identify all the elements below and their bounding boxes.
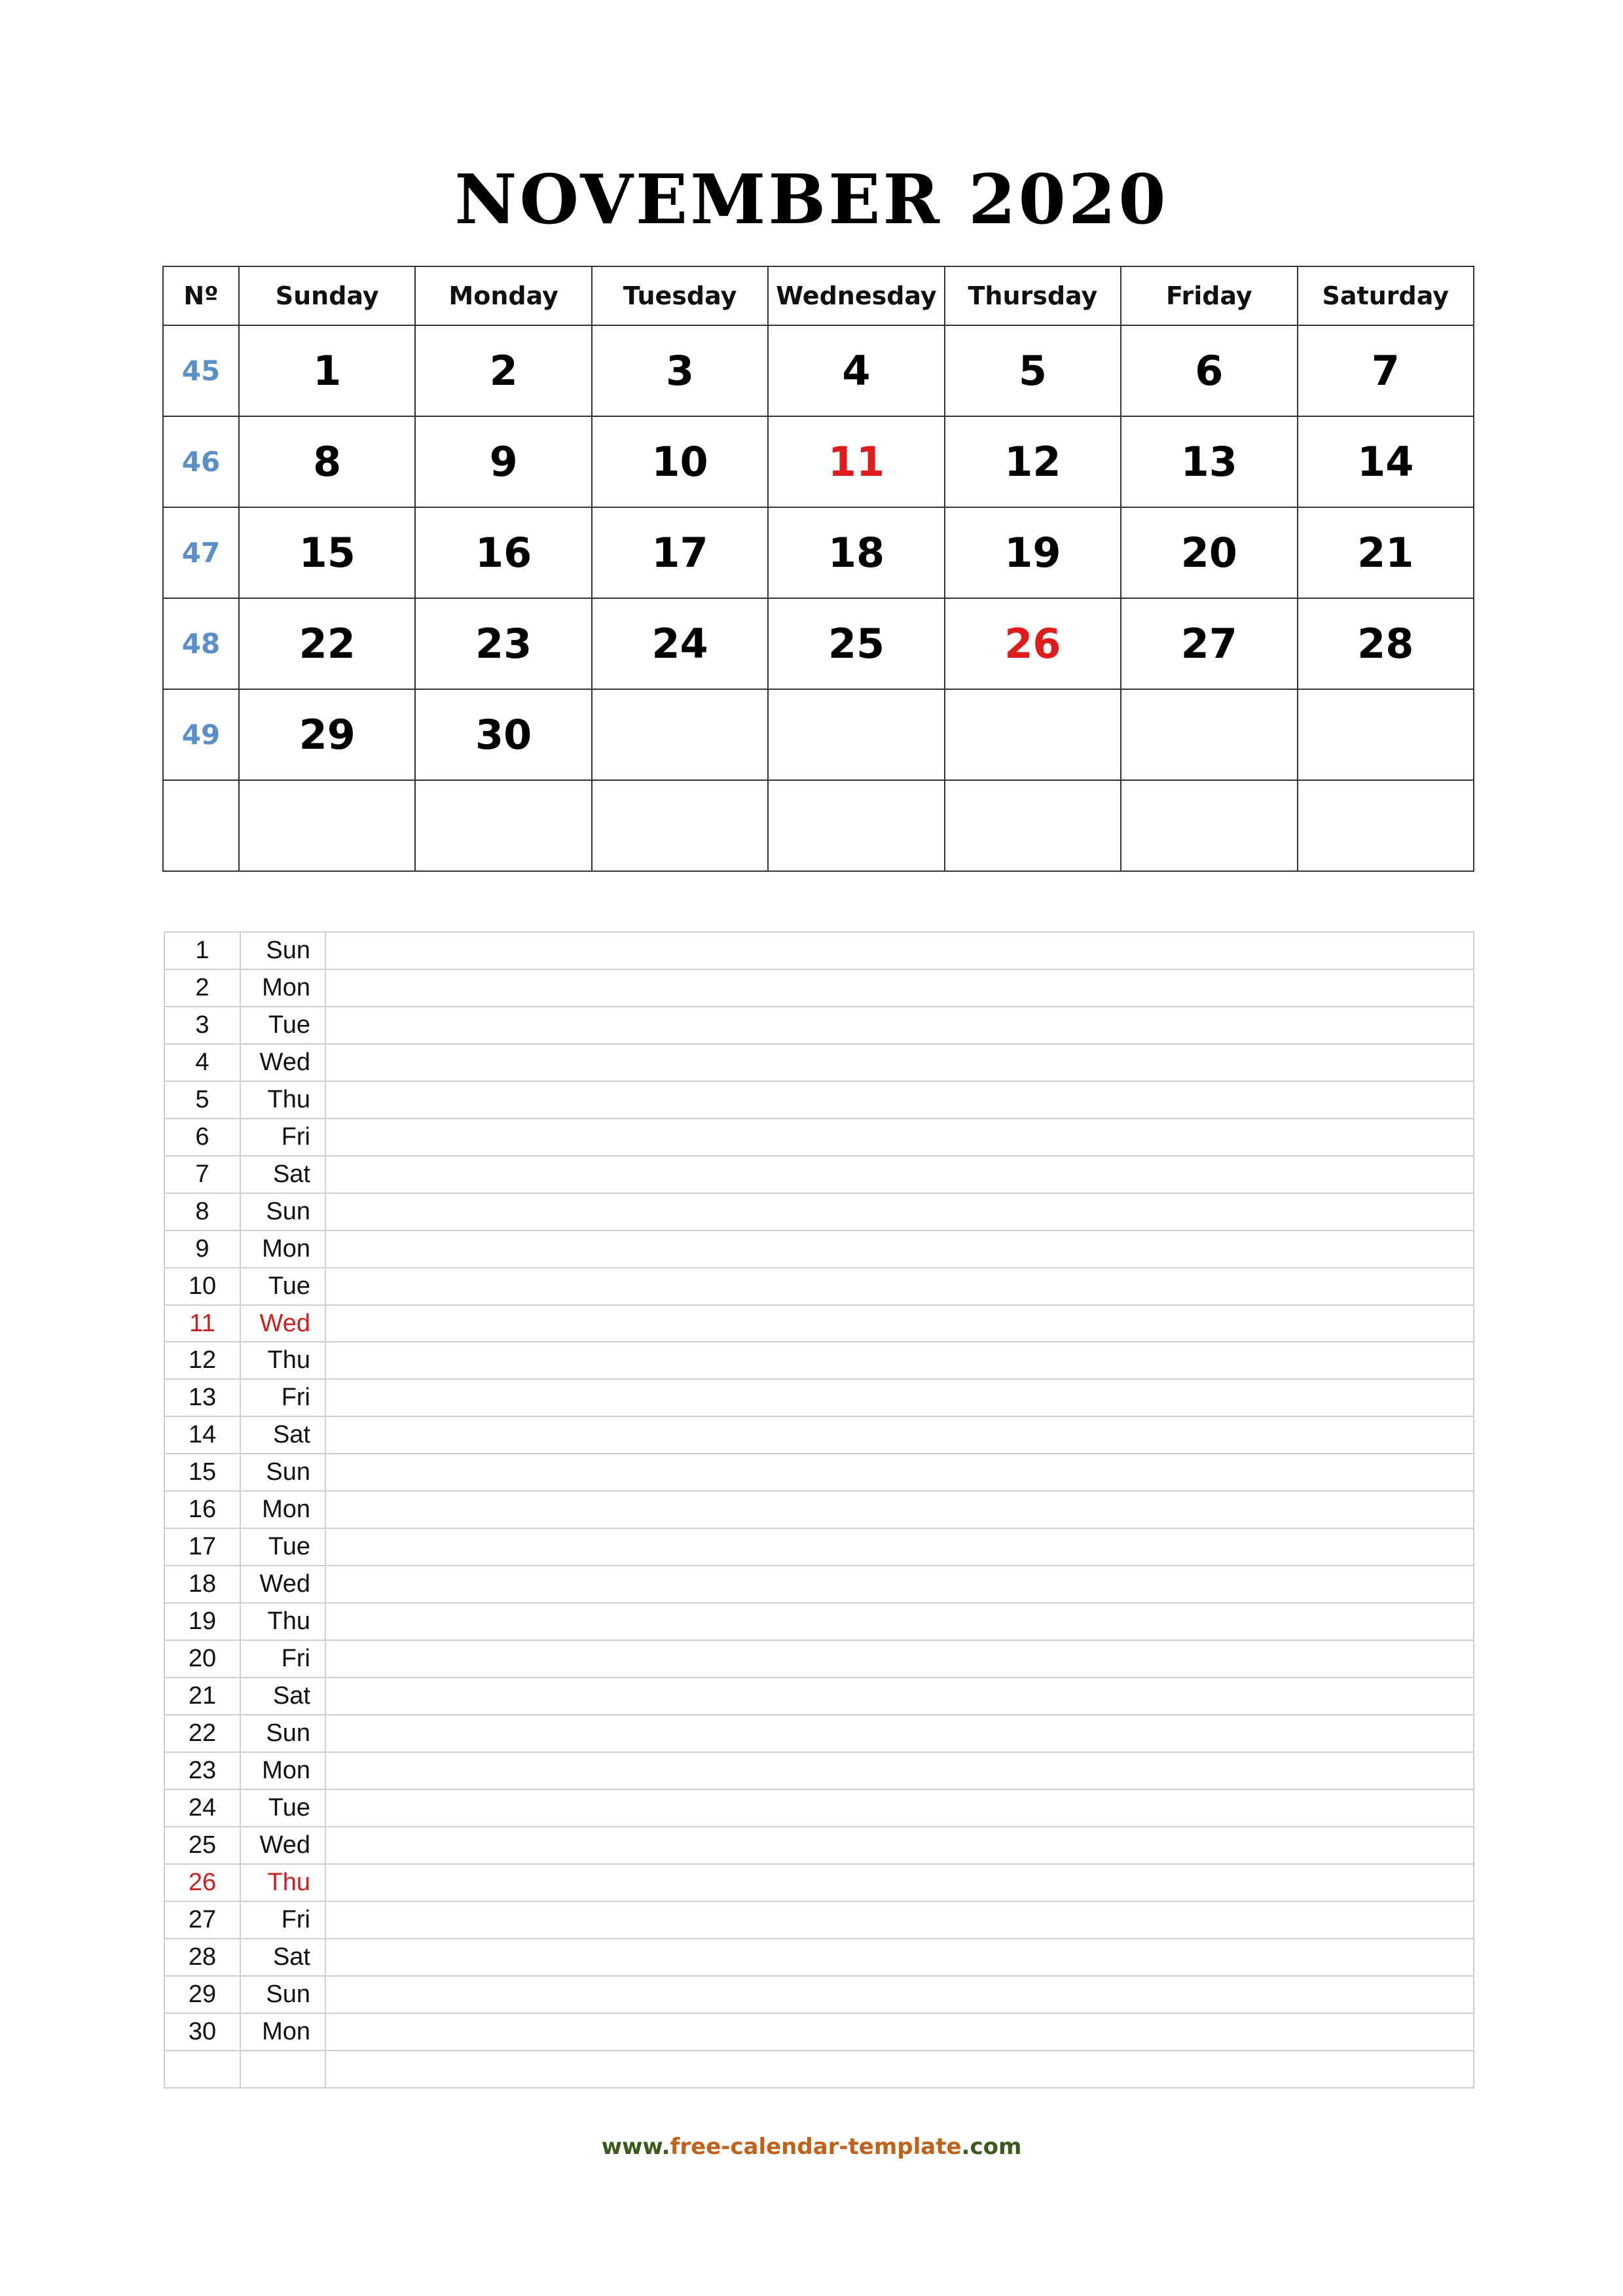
daily-note-day-name: Mon <box>240 1230 325 1268</box>
calendar-day-cell: 7 <box>1298 325 1474 416</box>
calendar-day-cell <box>1121 780 1297 871</box>
weekday-header-friday: Friday <box>1121 266 1297 325</box>
daily-note-space <box>325 1939 1474 1976</box>
daily-note-space <box>325 969 1474 1007</box>
daily-note-space <box>325 1864 1474 1901</box>
calendar-day-cell <box>1298 780 1474 871</box>
daily-note-day-number: 23 <box>164 1752 240 1789</box>
daily-note-row <box>164 1416 1474 1454</box>
daily-note-day-name: Thu <box>240 1603 325 1640</box>
daily-note-day-name: Wed <box>240 1827 325 1864</box>
daily-note-day-number: 6 <box>164 1119 240 1156</box>
daily-note-day-name <box>240 2051 325 2088</box>
daily-note-row <box>164 1864 1474 1901</box>
daily-note-row <box>164 1081 1474 1119</box>
daily-note-space <box>325 1528 1474 1566</box>
calendar-day-cell <box>945 780 1121 871</box>
daily-note-day-number: 30 <box>164 2013 240 2051</box>
calendar-day-cell: 27 <box>1121 598 1297 689</box>
calendar-day-cell: 17 <box>592 507 768 598</box>
weekday-header-sunday: Sunday <box>239 266 415 325</box>
daily-note-row <box>164 1007 1474 1044</box>
calendar-day-cell: 14 <box>1298 416 1474 507</box>
calendar-day-cell: 13 <box>1121 416 1297 507</box>
daily-note-day-name: Sat <box>240 1677 325 1715</box>
daily-note-day-name: Sun <box>240 1976 325 2013</box>
calendar-week-row <box>163 416 1474 507</box>
calendar-day-cell: 25 <box>768 598 944 689</box>
daily-note-space <box>325 1827 1474 1864</box>
calendar-week-row <box>163 325 1474 416</box>
daily-note-day-number: 9 <box>164 1230 240 1268</box>
daily-note-space <box>325 1454 1474 1491</box>
calendar-day-cell <box>768 780 944 871</box>
daily-note-day-number: 26 <box>164 1864 240 1901</box>
daily-note-day-name: Thu <box>240 1342 325 1379</box>
daily-note-row <box>164 2051 1474 2088</box>
daily-note-space <box>325 1677 1474 1715</box>
daily-note-row <box>164 1901 1474 1939</box>
calendar-day-cell: 30 <box>415 689 591 780</box>
daily-note-day-number: 20 <box>164 1640 240 1677</box>
daily-note-space <box>325 1081 1474 1119</box>
weekday-header-thursday: Thursday <box>945 266 1121 325</box>
calendar-day-cell: 23 <box>415 598 591 689</box>
weekday-header-saturday: Saturday <box>1298 266 1474 325</box>
weekday-header-wednesday: Wednesday <box>768 266 944 325</box>
calendar-day-cell: 1 <box>239 325 415 416</box>
calendar-day-cell: 2 <box>415 325 591 416</box>
daily-note-day-number: 11 <box>164 1305 240 1342</box>
calendar-day-cell <box>1298 689 1474 780</box>
daily-note-day-name: Wed <box>240 1566 325 1603</box>
daily-note-day-number: 29 <box>164 1976 240 2013</box>
daily-note-day-number: 8 <box>164 1193 240 1230</box>
calendar-day-cell: 16 <box>415 507 591 598</box>
daily-note-row <box>164 969 1474 1007</box>
daily-note-row <box>164 1715 1474 1752</box>
daily-note-day-name: Tue <box>240 1528 325 1566</box>
calendar-day-cell <box>415 780 591 871</box>
daily-note-day-name: Sun <box>240 1193 325 1230</box>
daily-note-day-number: 15 <box>164 1454 240 1491</box>
daily-note-space <box>325 1119 1474 1156</box>
calendar-day-cell: 26 <box>945 598 1121 689</box>
week-number: 45 <box>163 325 239 416</box>
daily-note-space <box>325 1230 1474 1268</box>
daily-note-day-name: Sun <box>240 1454 325 1491</box>
daily-note-row <box>164 1044 1474 1081</box>
daily-note-day-number: 27 <box>164 1901 240 1939</box>
calendar-day-cell: 10 <box>592 416 768 507</box>
daily-note-row <box>164 1268 1474 1305</box>
daily-note-space <box>325 1901 1474 1939</box>
daily-note-space <box>325 2051 1474 2088</box>
calendar-day-cell: 22 <box>239 598 415 689</box>
daily-note-day-name: Fri <box>240 1901 325 1939</box>
daily-note-day-number: 14 <box>164 1416 240 1454</box>
footer-website-name: free-calendar-template <box>670 2134 962 2160</box>
week-number <box>163 780 239 871</box>
daily-note-day-number: 22 <box>164 1715 240 1752</box>
calendar-day-cell: 11 <box>768 416 944 507</box>
daily-note-space <box>325 1752 1474 1789</box>
daily-note-row <box>164 1976 1474 2013</box>
daily-note-space <box>325 1156 1474 1193</box>
daily-notes-list <box>164 931 1474 2089</box>
daily-note-day-number: 10 <box>164 1268 240 1305</box>
calendar-day-cell: 15 <box>239 507 415 598</box>
week-number: 47 <box>163 507 239 598</box>
daily-notes-rows <box>164 932 1474 2088</box>
daily-note-day-number: 1 <box>164 932 240 969</box>
daily-note-day-name: Mon <box>240 969 325 1007</box>
calendar-header-row <box>163 266 1474 325</box>
daily-note-row <box>164 1566 1474 1603</box>
daily-note-day-name: Sat <box>240 1156 325 1193</box>
daily-note-day-number: 13 <box>164 1379 240 1416</box>
daily-note-space <box>325 1342 1474 1379</box>
daily-note-day-number: 16 <box>164 1491 240 1528</box>
week-number: 48 <box>163 598 239 689</box>
daily-note-day-number: 4 <box>164 1044 240 1081</box>
daily-note-day-name: Thu <box>240 1081 325 1119</box>
calendar-week-row <box>163 780 1474 871</box>
daily-note-row <box>164 1379 1474 1416</box>
daily-note-row <box>164 1193 1474 1230</box>
calendar-day-cell: 20 <box>1121 507 1297 598</box>
daily-note-row <box>164 1827 1474 1864</box>
calendar-day-cell: 24 <box>592 598 768 689</box>
daily-note-space <box>325 1305 1474 1342</box>
daily-note-space <box>325 1640 1474 1677</box>
daily-note-day-name: Tue <box>240 1789 325 1827</box>
daily-note-day-number: 24 <box>164 1789 240 1827</box>
daily-note-day-number: 28 <box>164 1939 240 1976</box>
calendar-day-cell: 21 <box>1298 507 1474 598</box>
daily-note-row <box>164 1640 1474 1677</box>
daily-note-day-name: Wed <box>240 1305 325 1342</box>
calendar-day-cell: 3 <box>592 325 768 416</box>
daily-note-row <box>164 932 1474 969</box>
calendar-day-cell: 29 <box>239 689 415 780</box>
daily-note-day-number: 3 <box>164 1007 240 1044</box>
calendar-day-cell: 18 <box>768 507 944 598</box>
calendar-day-cell: 8 <box>239 416 415 507</box>
calendar-day-cell: 5 <box>945 325 1121 416</box>
footer-website-prefix: www. <box>601 2134 670 2160</box>
daily-note-space <box>325 1379 1474 1416</box>
daily-note-day-name: Mon <box>240 2013 325 2051</box>
page-title: NOVEMBER 2020 <box>454 159 1169 240</box>
calendar-day-cell: 4 <box>768 325 944 416</box>
calendar-weeks <box>163 325 1474 871</box>
calendar-day-cell <box>945 689 1121 780</box>
daily-note-day-number: 12 <box>164 1342 240 1379</box>
daily-note-space <box>325 1416 1474 1454</box>
daily-note-row <box>164 1789 1474 1827</box>
daily-note-day-name: Fri <box>240 1640 325 1677</box>
daily-note-row <box>164 1939 1474 1976</box>
daily-note-day-number: 19 <box>164 1603 240 1640</box>
daily-note-row <box>164 1528 1474 1566</box>
daily-note-row <box>164 1305 1474 1342</box>
daily-note-space <box>325 1789 1474 1827</box>
daily-note-space <box>325 1566 1474 1603</box>
daily-note-space <box>325 1491 1474 1528</box>
daily-note-day-number: 5 <box>164 1081 240 1119</box>
footer-website-suffix: .com <box>961 2134 1022 2160</box>
daily-note-day-number: 7 <box>164 1156 240 1193</box>
daily-note-day-name: Thu <box>240 1864 325 1901</box>
calendar-day-cell <box>239 780 415 871</box>
daily-note-space <box>325 1193 1474 1230</box>
week-number: 49 <box>163 689 239 780</box>
daily-note-day-number <box>164 2051 240 2088</box>
daily-note-day-name: Fri <box>240 1119 325 1156</box>
daily-note-space <box>325 1603 1474 1640</box>
daily-note-day-name: Sat <box>240 1939 325 1976</box>
month-calendar-grid <box>162 266 1474 872</box>
daily-note-day-name: Sun <box>240 1715 325 1752</box>
calendar-day-cell: 19 <box>945 507 1121 598</box>
week-number-header: Nº <box>163 266 239 325</box>
daily-note-space <box>325 1976 1474 2013</box>
calendar-day-cell: 12 <box>945 416 1121 507</box>
daily-note-space <box>325 2013 1474 2051</box>
calendar-day-cell <box>592 689 768 780</box>
daily-note-day-number: 18 <box>164 1566 240 1603</box>
calendar-week-row <box>163 598 1474 689</box>
daily-note-row <box>164 1119 1474 1156</box>
daily-note-day-name: Mon <box>240 1752 325 1789</box>
week-number: 46 <box>163 416 239 507</box>
daily-note-day-name: Wed <box>240 1044 325 1081</box>
daily-note-row <box>164 1342 1474 1379</box>
calendar-day-cell: 6 <box>1121 325 1297 416</box>
calendar-week-row <box>163 689 1474 780</box>
daily-note-day-name: Tue <box>240 1007 325 1044</box>
calendar-day-cell <box>592 780 768 871</box>
daily-note-space <box>325 1044 1474 1081</box>
daily-note-row <box>164 1752 1474 1789</box>
daily-note-day-name: Sat <box>240 1416 325 1454</box>
daily-note-day-number: 25 <box>164 1827 240 1864</box>
daily-note-row <box>164 1677 1474 1715</box>
calendar-day-cell: 9 <box>415 416 591 507</box>
weekday-header-monday: Monday <box>415 266 591 325</box>
daily-note-space <box>325 1268 1474 1305</box>
daily-note-row <box>164 1156 1474 1193</box>
daily-note-space <box>325 1715 1474 1752</box>
daily-note-row <box>164 2013 1474 2051</box>
calendar-day-cell <box>1121 689 1297 780</box>
weekday-header-tuesday: Tuesday <box>592 266 768 325</box>
calendar-day-cell <box>768 689 944 780</box>
calendar-day-cell: 28 <box>1298 598 1474 689</box>
daily-note-row <box>164 1230 1474 1268</box>
calendar-week-row <box>163 507 1474 598</box>
daily-note-row <box>164 1491 1474 1528</box>
daily-note-day-name: Sun <box>240 932 325 969</box>
daily-note-day-number: 2 <box>164 969 240 1007</box>
daily-note-row <box>164 1454 1474 1491</box>
daily-note-space <box>325 1007 1474 1044</box>
footer-website[interactable] <box>0 2127 1623 2166</box>
daily-note-day-name: Mon <box>240 1491 325 1528</box>
daily-note-space <box>325 932 1474 969</box>
daily-note-row <box>164 1603 1474 1640</box>
daily-note-day-number: 21 <box>164 1677 240 1715</box>
daily-note-day-number: 17 <box>164 1528 240 1566</box>
daily-note-day-name: Tue <box>240 1268 325 1305</box>
daily-note-day-name: Fri <box>240 1379 325 1416</box>
